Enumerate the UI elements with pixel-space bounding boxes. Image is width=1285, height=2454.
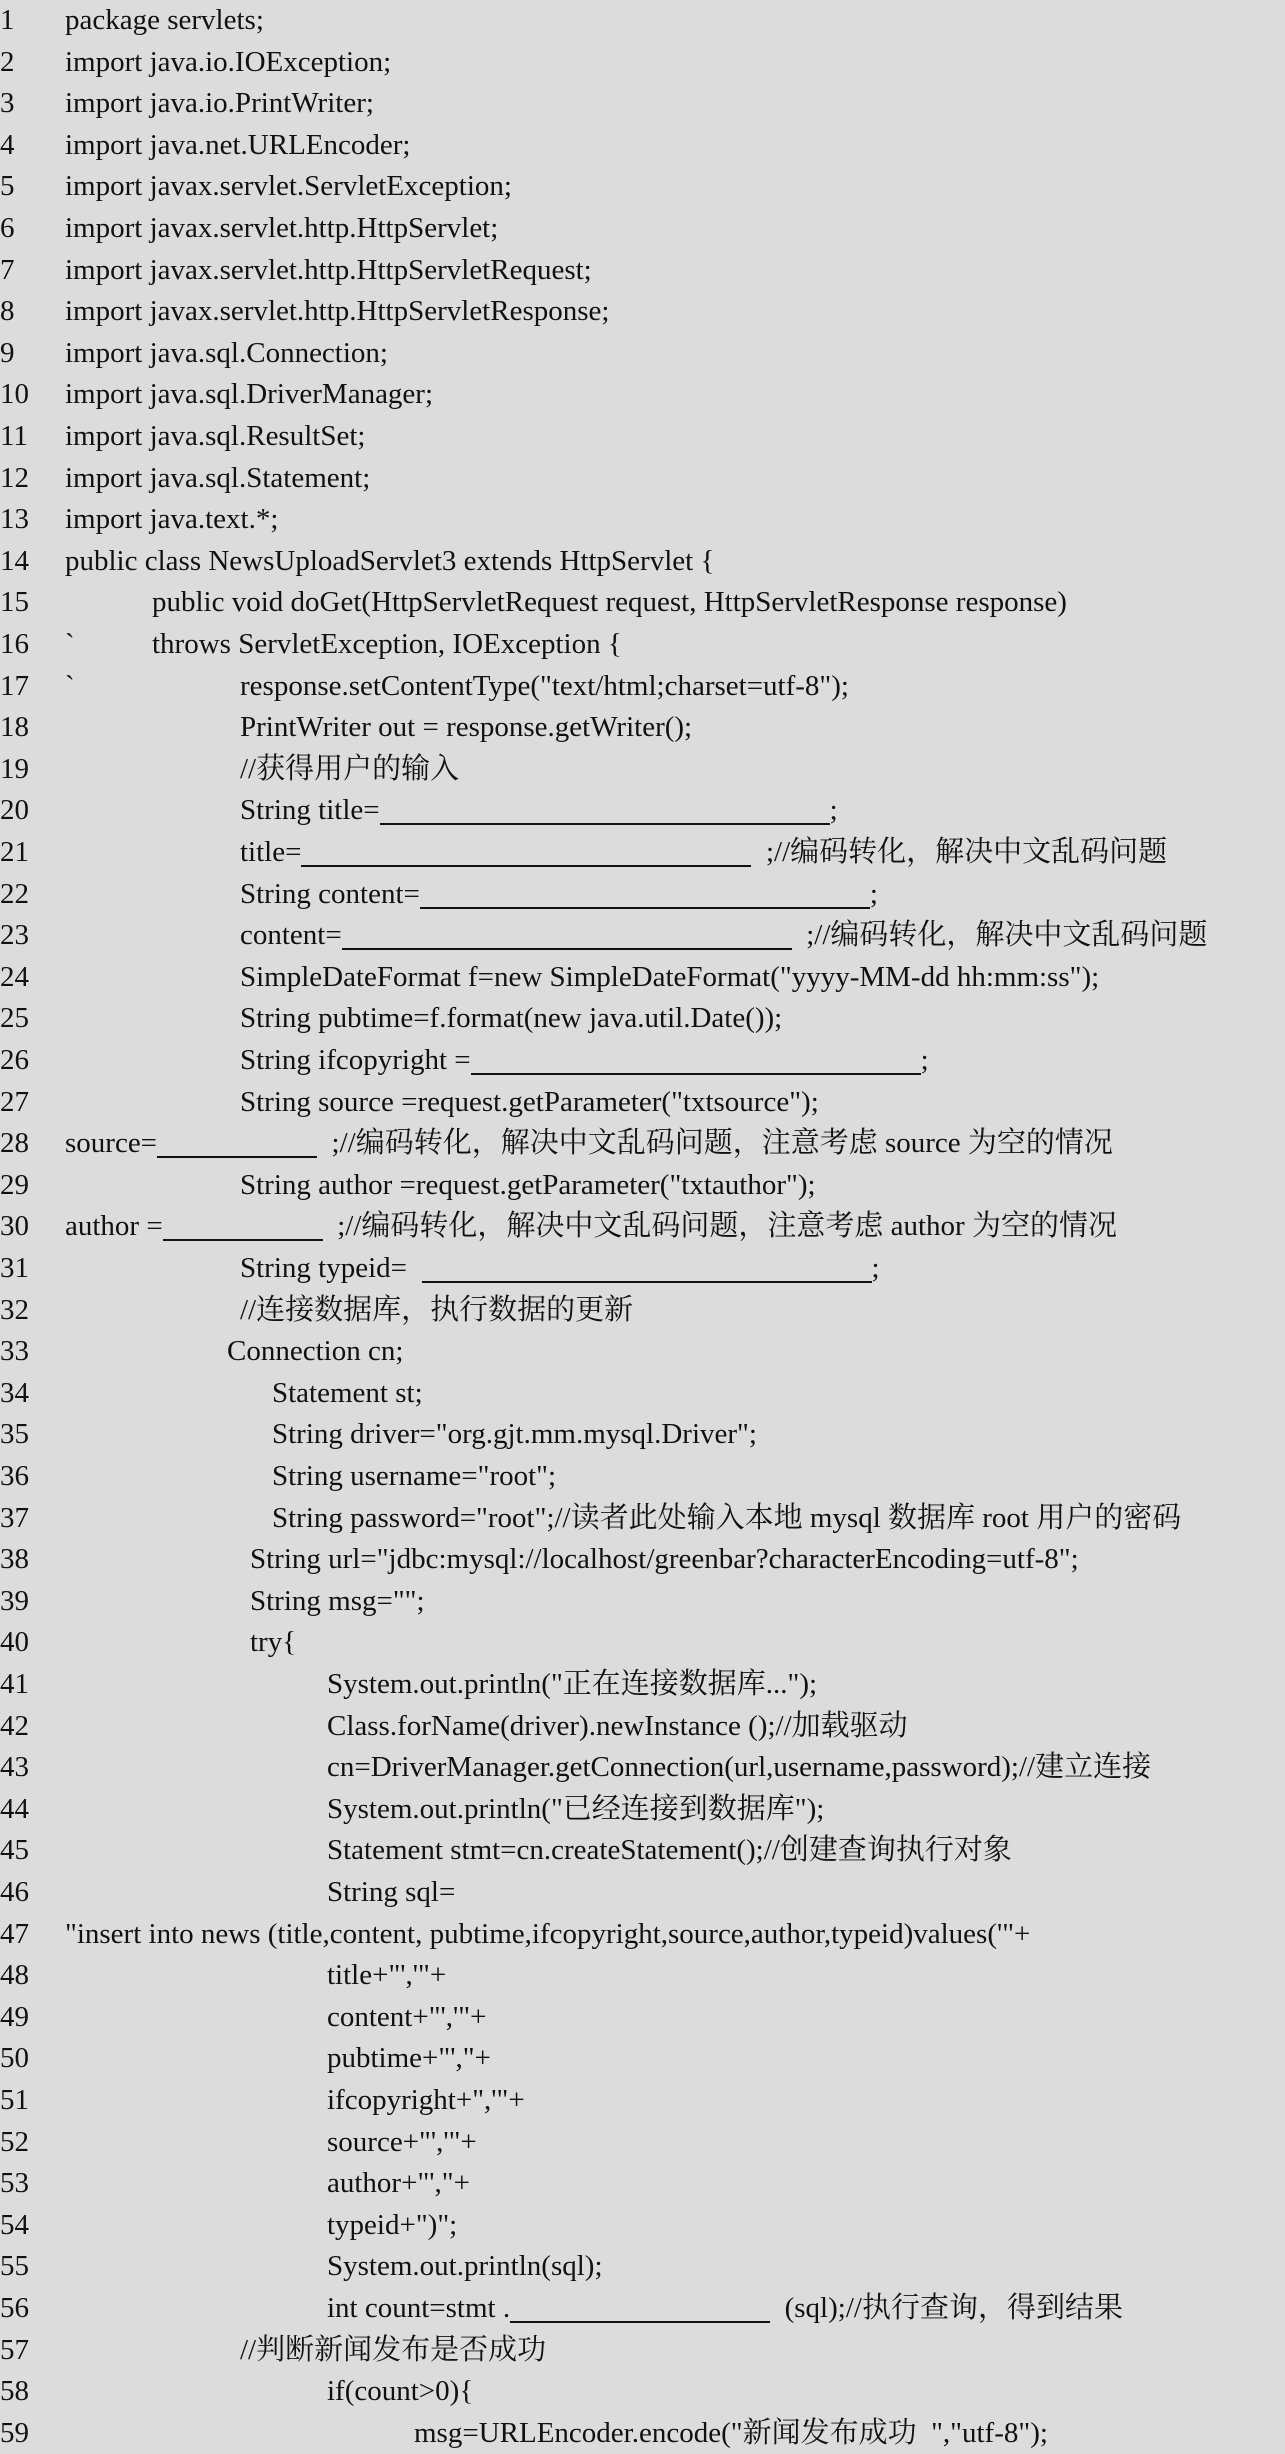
code-text (250, 1622, 296, 1664)
code-text (327, 1955, 446, 1997)
code-line (0, 1539, 1285, 1581)
line-number: 1 (0, 4, 15, 36)
code-text (272, 1414, 757, 1456)
line-number: 9 (0, 336, 15, 369)
line-number: 4 (0, 128, 15, 161)
code-text (327, 2246, 603, 2288)
code-segment: title+"','"+ (327, 1959, 447, 1992)
code-line (0, 1914, 1285, 1956)
code-text (240, 832, 1167, 874)
code-line (0, 1830, 1285, 1872)
code-segment: "insert into news (title,content, pubtime,ifcopyright,source,author,typeid)values('"+ (65, 1917, 1031, 1950)
line-number: 23 (0, 919, 29, 952)
code-line (0, 1581, 1285, 1623)
code-segment: source+"','"+ (327, 2125, 477, 2158)
code-text (327, 1664, 817, 1706)
code-text (65, 83, 374, 125)
code-text (240, 957, 1099, 999)
line-number: 7 (0, 253, 15, 286)
code-segment: import java.sql.ResultSet; (65, 420, 366, 452)
fill-in-blank (471, 1043, 921, 1075)
line-number: 59 (0, 2416, 29, 2449)
line-number: 42 (0, 1709, 29, 1742)
code-text (240, 915, 1207, 957)
code-line (0, 666, 1285, 708)
code-segment: ;//编码转化，解决中文乱码问题 (751, 836, 1168, 868)
code-text (65, 166, 512, 208)
code-segment: String source =request.getParameter("txtsource"); (240, 1085, 819, 1118)
code-line (0, 125, 1285, 167)
code-text (240, 1165, 816, 1207)
code-text (65, 1206, 1117, 1248)
line-number: 31 (0, 1252, 29, 1284)
code-text (65, 208, 498, 250)
code-line (0, 458, 1285, 500)
line-number: 5 (0, 170, 15, 203)
code-segment: Statement stmt=cn.createStatement();//创建查询执行对象 (327, 1834, 1012, 1867)
code-line (0, 1747, 1285, 1789)
code-text (327, 2163, 470, 2205)
code-text (250, 1581, 425, 1623)
line-number: 22 (0, 877, 29, 910)
code-text (65, 499, 278, 541)
code-segment: String driver="org.gjt.mm.mysql.Driver"; (272, 1418, 757, 1451)
code-text (65, 1123, 1113, 1165)
code-text (272, 1456, 556, 1498)
code-segment: import javax.servlet.ServletException; (65, 170, 512, 203)
line-number: 27 (0, 1085, 29, 1118)
stray-backtick: ` (65, 669, 75, 702)
code-segment: content+"','"+ (327, 2000, 487, 2033)
line-number: 8 (0, 295, 15, 328)
code-line (0, 2413, 1285, 2454)
code-segment: ; (871, 1252, 880, 1284)
line-number: 3 (0, 87, 15, 120)
code-line (0, 1498, 1285, 1540)
code-text (65, 541, 714, 583)
code-segment: PrintWriter out = response.getWriter(); (240, 711, 693, 744)
code-segment: String msg=""; (250, 1584, 425, 1617)
line-number: 13 (0, 503, 29, 536)
code-text (240, 749, 459, 791)
code-text (327, 2288, 1123, 2330)
code-segment: import java.net.URLEncoder; (65, 128, 411, 161)
line-number: 28 (0, 1127, 29, 1160)
code-segment: import java.sql.Statement; (65, 461, 371, 494)
line-number: 30 (0, 1210, 29, 1243)
line-number: 55 (0, 2250, 29, 2283)
code-text (65, 374, 433, 416)
line-number: 50 (0, 2042, 29, 2075)
code-segment: SimpleDateFormat f=new SimpleDateFormat("yyyy-MM-dd hh:mm:ss"); (240, 960, 1100, 993)
code-line (0, 374, 1285, 416)
code-line (0, 42, 1285, 84)
code-line (0, 1248, 1285, 1290)
code-line (0, 2122, 1285, 2164)
code-line (0, 1706, 1285, 1748)
code-text (327, 2122, 477, 2164)
line-number: 32 (0, 1293, 29, 1326)
code-text (152, 582, 1067, 624)
code-line (0, 333, 1285, 375)
code-line (0, 1622, 1285, 1664)
code-segment: String content= (240, 877, 420, 910)
line-number: 47 (0, 1917, 29, 1950)
code-line (0, 624, 1285, 666)
code-line (0, 749, 1285, 791)
code-segment: int count=stmt . (327, 2292, 511, 2324)
code-line (0, 2038, 1285, 2080)
code-text (240, 707, 692, 749)
code-text (240, 1082, 819, 1124)
line-number: 53 (0, 2167, 29, 2200)
code-text (327, 1830, 1012, 1872)
code-text (240, 2330, 546, 2372)
code-segment: ;//编码转化，解决中文乱码问题，注意考虑 author 为空的情况 (322, 1210, 1117, 1243)
code-line (0, 1872, 1285, 1914)
line-number: 24 (0, 960, 29, 993)
line-number: 6 (0, 212, 15, 244)
code-line (0, 707, 1285, 749)
code-text (414, 2413, 1048, 2454)
line-number: 52 (0, 2125, 29, 2158)
code-segment: //获得用户的输入 (240, 752, 460, 785)
line-number: 51 (0, 2084, 29, 2116)
code-line (0, 582, 1285, 624)
line-number: 38 (0, 1543, 29, 1576)
code-text (152, 624, 622, 666)
code-line (0, 1373, 1285, 1415)
code-line (0, 0, 1285, 42)
code-line (0, 874, 1285, 916)
code-segment: ;//编码转化，解决中文乱码问题，注意考虑 source 为空的情况 (317, 1127, 1113, 1160)
line-number: 40 (0, 1626, 29, 1659)
code-segment: Statement st; (272, 1376, 423, 1409)
line-number: 25 (0, 1002, 29, 1035)
code-segment: ;//编码转化，解决中文乱码问题 (791, 919, 1208, 952)
code-line (0, 166, 1285, 208)
line-number: 34 (0, 1376, 29, 1409)
code-line (0, 1206, 1285, 1248)
line-number: 54 (0, 2208, 29, 2241)
code-line (0, 1165, 1285, 1207)
code-text (65, 458, 370, 500)
line-number: 44 (0, 1792, 29, 1825)
code-line (0, 541, 1285, 583)
code-line (0, 2080, 1285, 2122)
fill-in-blank (163, 1209, 323, 1241)
code-text (65, 250, 592, 292)
code-segment: try{ (250, 1626, 297, 1659)
line-number: 14 (0, 544, 29, 577)
code-segment: ifcopyright+",'"+ (327, 2084, 525, 2116)
line-number: 26 (0, 1044, 29, 1076)
code-segment: pubtime+"',"+ (327, 2042, 491, 2075)
code-segment: content= (240, 919, 342, 952)
code-segment: Class.forName(driver).newInstance ();//加载驱动 (327, 1709, 908, 1742)
code-segment: throws ServletException, IOException { (152, 628, 622, 660)
code-segment: String pubtime=f.format(new java.util.Date()); (240, 1002, 783, 1035)
code-segment: response.setContentType("text/html;charset=utf-8"); (240, 669, 849, 702)
code-segment: String username="root"; (272, 1460, 557, 1492)
code-text (227, 1331, 403, 1373)
code-line (0, 2163, 1285, 2205)
code-segment: ; (869, 877, 878, 910)
code-text (327, 1706, 908, 1748)
code-line (0, 1290, 1285, 1332)
code-line (0, 250, 1285, 292)
code-segment: author+"',"+ (327, 2167, 470, 2200)
fill-in-blank (420, 877, 870, 909)
code-line (0, 1123, 1285, 1165)
fill-in-blank (422, 1251, 872, 1283)
fill-in-blank (342, 918, 792, 950)
code-line (0, 499, 1285, 541)
code-segment: String ifcopyright = (240, 1044, 471, 1076)
code-text (327, 1789, 824, 1831)
code-line (0, 790, 1285, 832)
code-text (65, 333, 388, 375)
code-text (240, 666, 849, 708)
code-text (240, 1040, 929, 1082)
code-line (0, 291, 1285, 333)
line-number: 56 (0, 2292, 29, 2324)
code-text (240, 1248, 880, 1290)
code-segment: System.out.println(sql); (327, 2250, 603, 2283)
line-number: 29 (0, 1168, 29, 1201)
code-text (327, 1872, 455, 1914)
code-segment: String sql= (327, 1876, 456, 1908)
line-number: 20 (0, 794, 29, 827)
line-number: 2 (0, 45, 15, 78)
line-number: 49 (0, 2000, 29, 2033)
code-line (0, 1664, 1285, 1706)
code-text (240, 790, 838, 832)
code-segment: import java.io.IOException; (65, 45, 392, 78)
code-segment: Connection cn; (227, 1335, 404, 1368)
code-text (250, 1539, 1079, 1581)
code-text (65, 416, 365, 458)
line-number: 37 (0, 1501, 29, 1534)
code-text (240, 1290, 633, 1332)
code-segment: typeid+")"; (327, 2208, 458, 2241)
line-number: 15 (0, 586, 29, 619)
code-text (65, 125, 410, 167)
code-segment: (sql);//执行查询，得到结果 (770, 2292, 1123, 2324)
code-line (0, 2371, 1285, 2413)
line-number: 10 (0, 378, 29, 411)
code-segment: public class NewsUploadServlet3 extends HttpServlet { (65, 544, 715, 577)
code-segment: ; (920, 1044, 929, 1076)
fill-in-blank (157, 1126, 317, 1158)
code-line (0, 915, 1285, 957)
fill-in-blank (301, 835, 751, 867)
line-number: 19 (0, 752, 29, 785)
code-segment: msg=URLEncoder.encode("新闻发布成功 ","utf-8"); (414, 2416, 1048, 2449)
code-line (0, 2330, 1285, 2372)
code-text (65, 0, 264, 42)
code-segment: //判断新闻发布是否成功 (240, 2333, 547, 2366)
line-number: 16 (0, 628, 29, 660)
code-segment: ; (829, 794, 838, 827)
line-number: 58 (0, 2375, 29, 2408)
line-number: 33 (0, 1335, 29, 1368)
line-number: 36 (0, 1460, 29, 1492)
code-segment: import java.io.PrintWriter; (65, 87, 374, 120)
code-line (0, 1456, 1285, 1498)
line-number: 57 (0, 2333, 29, 2366)
code-line (0, 1331, 1285, 1373)
line-number: 17 (0, 669, 29, 702)
code-segment: System.out.println("已经连接到数据库"); (327, 1792, 825, 1825)
code-segment: String title= (240, 794, 380, 827)
line-number: 45 (0, 1834, 29, 1867)
code-line (0, 1040, 1285, 1082)
code-line (0, 1997, 1285, 2039)
code-text (65, 1914, 1030, 1956)
line-number: 11 (0, 420, 28, 452)
code-text (327, 1997, 486, 2039)
code-segment: import javax.servlet.http.HttpServletResponse; (65, 295, 610, 328)
code-segment: source= (65, 1127, 158, 1160)
code-text (65, 291, 609, 333)
line-number: 18 (0, 711, 29, 744)
code-segment: import javax.servlet.http.HttpServlet; (65, 212, 499, 244)
code-line (0, 1789, 1285, 1831)
code-line (0, 1955, 1285, 1997)
code-text (327, 2371, 473, 2413)
code-text (327, 1747, 1151, 1789)
code-line (0, 2288, 1285, 2330)
code-line (0, 208, 1285, 250)
code-segment: System.out.println("正在连接数据库..."); (327, 1668, 818, 1700)
code-text (240, 998, 782, 1040)
line-number: 48 (0, 1959, 29, 1992)
line-number: 46 (0, 1876, 29, 1908)
code-line (0, 1082, 1285, 1124)
line-number: 21 (0, 836, 29, 868)
code-text (272, 1373, 423, 1415)
code-segment: import javax.servlet.http.HttpServletRequest; (65, 253, 592, 286)
line-number: 35 (0, 1418, 29, 1451)
code-segment: //连接数据库，执行数据的更新 (240, 1293, 634, 1326)
code-text (272, 1498, 1181, 1540)
code-line (0, 83, 1285, 125)
code-segment: import java.sql.Connection; (65, 336, 388, 369)
code-segment: String url="jdbc:mysql://localhost/greenbar?characterEncoding=utf-8"; (250, 1543, 1079, 1576)
code-text (65, 42, 391, 84)
fill-in-blank (380, 793, 830, 825)
code-line (0, 2205, 1285, 2247)
line-number: 12 (0, 461, 29, 494)
code-segment: String author =request.getParameter("txtauthor"); (240, 1168, 816, 1201)
code-segment: public void doGet(HttpServletRequest request, HttpServletResponse response) (152, 586, 1067, 619)
code-segment: author = (65, 1210, 163, 1243)
code-segment: import java.text.*; (65, 503, 279, 536)
code-segment: package servlets; (65, 4, 264, 36)
code-line (0, 998, 1285, 1040)
code-line (0, 416, 1285, 458)
code-line (0, 957, 1285, 999)
code-text (327, 2038, 491, 2080)
code-segment: String password="root";//读者此处输入本地 mysql 数据库 root 用户的密码 (272, 1501, 1182, 1534)
code-text (240, 874, 878, 916)
stray-backtick: ` (65, 628, 75, 660)
code-segment: import java.sql.DriverManager; (65, 378, 434, 411)
code-line (0, 832, 1285, 874)
code-text (327, 2080, 525, 2122)
code-segment: if(count>0){ (327, 2375, 474, 2408)
code-segment: String typeid= (240, 1252, 422, 1284)
code-text (327, 2205, 457, 2247)
code-segment: title= (240, 836, 302, 868)
line-number: 41 (0, 1668, 29, 1700)
code-segment: cn=DriverManager.getConnection(url,username,password);//建立连接 (327, 1751, 1152, 1784)
line-number: 43 (0, 1751, 29, 1784)
fill-in-blank (510, 2291, 770, 2323)
code-line (0, 2246, 1285, 2288)
line-number: 39 (0, 1584, 29, 1617)
code-line (0, 1414, 1285, 1456)
